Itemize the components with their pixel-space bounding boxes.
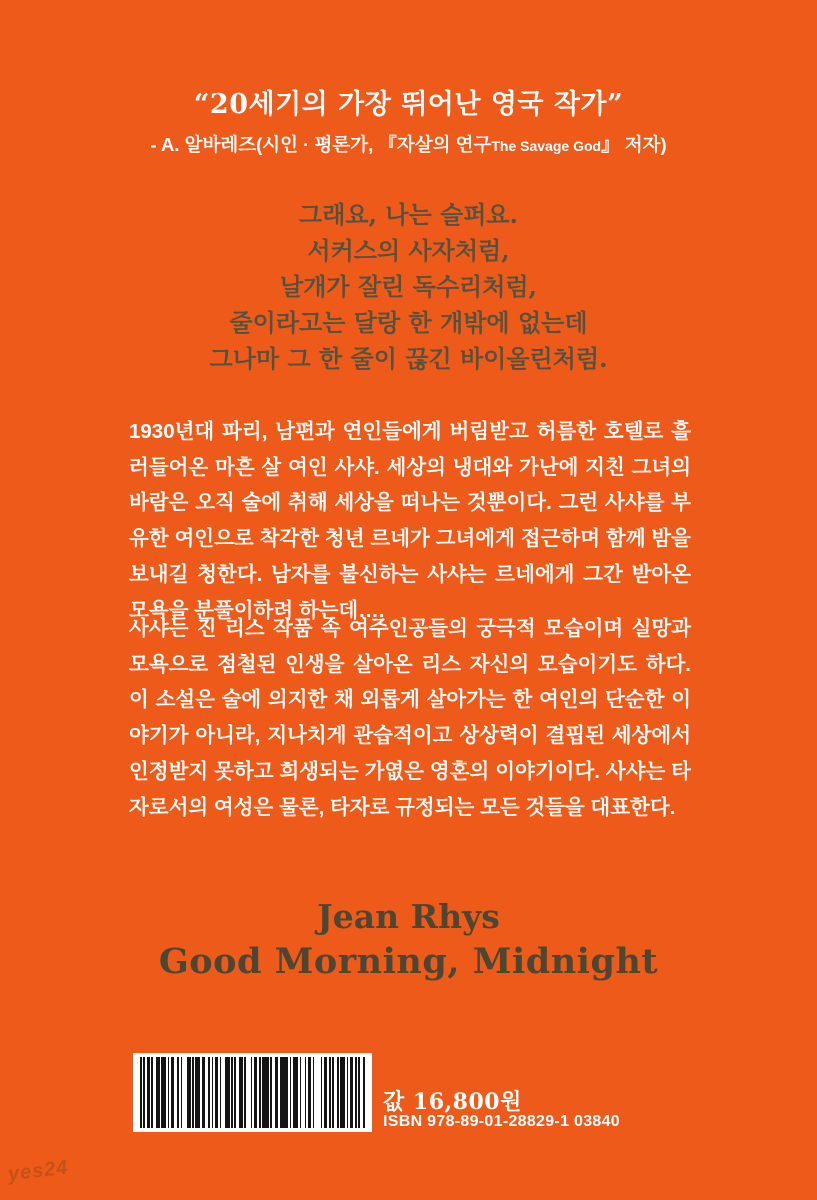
synopsis-paragraph-2: 사샤는 진 리스 작품 속 여주인공들의 궁극적 모습이며 실망과 모욕으로 점철된 인생을 살아온 리스 자신의 모습이기도 하다. 이 소설은 술에 의지한 채 외롭게 살아가는 한 여인의 단순한 이야기가 아니라, 지나치게 관습적이고 상상력이 결핍된 세상에서 인정받지 못하고 희생되는 가엾은 영혼의 이야기이다. 사샤는 타자로서의 여성은 물론, 타자로 규정되는 모든 것들을 대표한다. xyxy=(129,617,691,819)
attribution-text-pre: - A. 알바레즈(시인 · 평론가, 『자살의 연구 xyxy=(150,134,492,155)
poem-line: 날개가 잘린 독수리처럼, xyxy=(280,272,537,301)
author-name: Jean Rhys xyxy=(317,897,500,936)
poem-excerpt xyxy=(0,197,817,377)
poem-line: 그래요, 나는 슬퍼요. xyxy=(299,200,518,229)
isbn-label: ISBN 978-89-01-28829-1 03840 xyxy=(383,1113,621,1130)
price-label: 값 16,800원 xyxy=(383,1089,522,1115)
yes24-watermark: yes24 xyxy=(6,1156,70,1186)
poem-line: 그나마 그 한 줄이 끊긴 바이올린처럼. xyxy=(209,344,608,373)
title-block xyxy=(0,894,817,984)
barcode-bars xyxy=(140,1057,365,1128)
synopsis-paragraph-1: 1930년대 파리, 남편과 연인들에게 버림받고 허름한 호텔로 흘러들어온 마흔 살 여인 사샤. 세상의 냉대와 가난에 지친 그녀의 바람은 오직 술에 취해 세상을 떠나는 것뿐이다. 그런 사샤를 부유한 여인으로 착각한 청년 르네가 그녀에게 접근하며 함께 밤을 보내길 청한다. 남자를 불신하는 사샤는 르네에게 그간 받아온 모욕을 분풀이하려 하는데…. xyxy=(129,420,691,622)
barcode xyxy=(133,1053,372,1132)
book-title-english: Good Morning, Midnight xyxy=(158,941,659,982)
poem-line: 서커스의 사자처럼, xyxy=(307,236,510,265)
attribution-text-post: 』 저자) xyxy=(601,134,667,155)
critic-quote-attribution xyxy=(0,131,817,157)
poem-line: 줄이라고는 달랑 한 개밖에 없는데 xyxy=(229,308,588,337)
critic-quote-text: “20세기의 가장 뛰어난 영국 작가” xyxy=(193,89,624,120)
attribution-latin-title: The Savage God xyxy=(491,138,602,154)
